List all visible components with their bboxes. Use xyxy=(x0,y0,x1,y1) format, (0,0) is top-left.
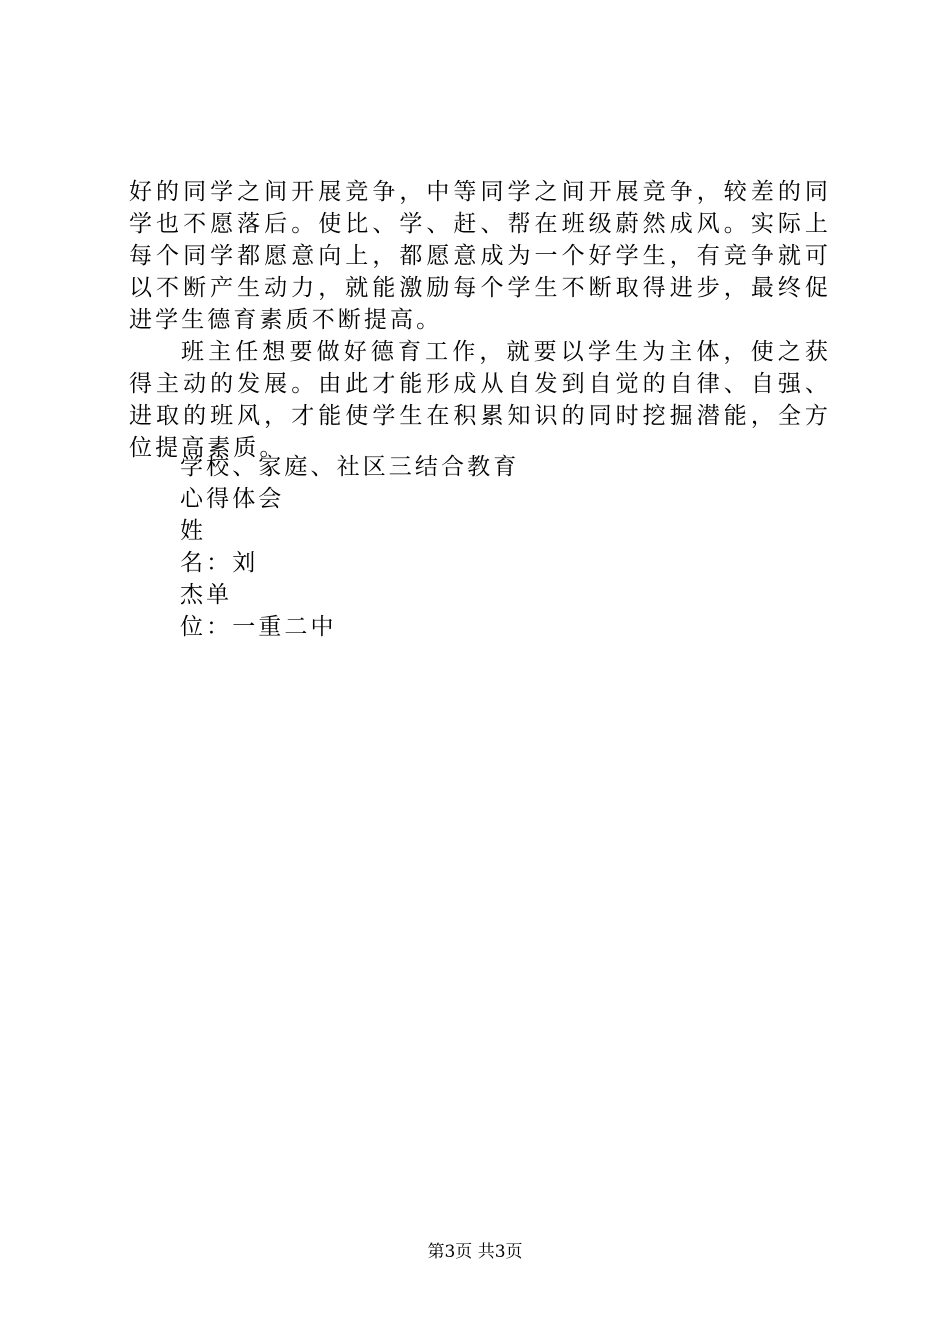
author-unit-line-1: 杰单 xyxy=(180,582,233,608)
essay-title-line-2: 心得体会 xyxy=(180,486,285,512)
body-text xyxy=(129,176,831,464)
author-name-line-1: 姓 xyxy=(180,518,207,544)
title-block xyxy=(180,451,519,643)
author-unit-line-2: 位：一重二中 xyxy=(180,614,337,640)
essay-title-line-1: 学校、家庭、社区三结合教育 xyxy=(180,454,520,480)
paragraph-competition: 好的同学之间开展竞争，中等同学之间开展竞争，较差的同学也不愿落后。使比、学、赶、帮在班级蔚然成风。实际上每个同学都愿意向上，都愿意成为一个好学生，有竞争就可以不断产生动力，就能激励每个学生不断取得进步，最终促进学生德育素质不断提高。 xyxy=(129,179,831,333)
page-footer: 第3页 共3页 xyxy=(427,1242,523,1262)
paragraph-head-teacher: 班主任想要做好德育工作，就要以学生为主体，使之获得主动的发展。由此才能形成从自发到自觉的自律、自强、进取的班风，才能使学生在积累知识的同时挖掘潜能，全方位提高素质。 xyxy=(129,339,831,461)
author-name-line-2: 名：刘 xyxy=(180,550,259,576)
